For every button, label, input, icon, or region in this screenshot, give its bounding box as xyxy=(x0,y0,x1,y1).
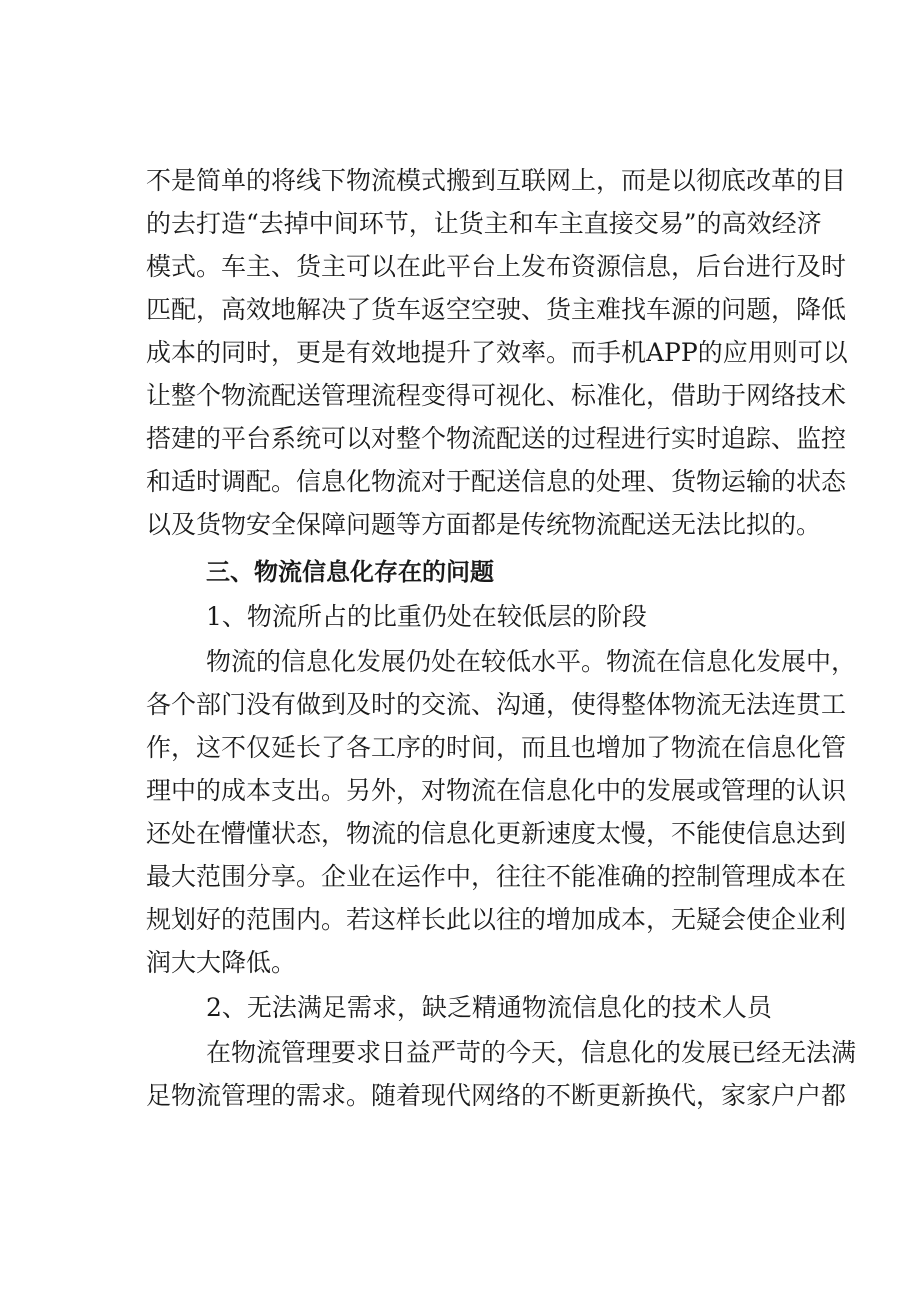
paragraph-1-line-5: 成本的同时，更是有效地提升了效率。而手机APP的应用则可以 xyxy=(146,338,848,367)
paragraph-2-line-7: 规划好的范围内。若这样长此以往的增加成本，无疑会使企业利 xyxy=(146,905,847,934)
paragraph-1-line-7: 搭建的平台系统可以对整个物流配送的过程进行实时追踪、监控 xyxy=(146,424,847,453)
paragraph-2-line-6: 最大范围分享。企业在运作中，往往不能准确的控制管理成本在 xyxy=(146,862,847,891)
paragraph-1-line-4: 匹配，高效地解决了货车返空空驶、货主难找车源的问题，降低 xyxy=(146,295,847,324)
paragraph-1-line-9: 以及货物安全保障问题等方面都是传统物流配送无法比拟的。 xyxy=(146,510,822,539)
paragraph-2-line-5: 还处在懵懂状态，物流的信息化更新速度太慢，不能使信息达到 xyxy=(146,819,847,848)
section-heading: 三、物流信息化存在的问题 xyxy=(206,558,494,586)
paragraph-2-line-8: 润大大降低。 xyxy=(146,948,297,977)
paragraph-1-line-2: 的去打造“去掉中间环节，让货主和车主直接交易”的高效经济 xyxy=(146,209,822,238)
paragraph-2-line-1: 物流的信息化发展仍处在较低水平。物流在信息化发展中， xyxy=(206,647,857,676)
paragraph-1-line-8: 和适时调配。信息化物流对于配送信息的处理、货物运输的状态 xyxy=(146,467,847,496)
paragraph-2-line-2: 各个部门没有做到及时的交流、沟通，使得整体物流无法连贯工 xyxy=(146,690,847,719)
paragraph-3-line-2: 足物流管理的需求。随着现代网络的不断更新换代，家家户户都 xyxy=(146,1081,847,1110)
paragraph-3-line-1: 在物流管理要求日益严苛的今天，信息化的发展已经无法满 xyxy=(206,1038,857,1067)
paragraph-2-line-4: 理中的成本支出。另外，对物流在信息化中的发展或管理的认识 xyxy=(146,776,847,805)
paragraph-2-line-3: 作，这不仅延长了各工序的时间，而且也增加了物流在信息化管 xyxy=(146,733,847,762)
paragraph-1-line-1: 不是简单的将线下物流模式搬到互联网上，而是以彻底改革的目 xyxy=(146,166,847,195)
paragraph-1-line-6: 让整个物流配送管理流程变得可视化、标准化，借助于网络技术 xyxy=(146,381,847,410)
paragraph-1-line-3: 模式。车主、货主可以在此平台上发布资源信息，后台进行及时 xyxy=(146,252,847,281)
subheading-1: 1、物流所占的比重仍处在较低层的阶段 xyxy=(206,602,647,631)
subheading-2: 2、无法满足需求，缺乏精通物流信息化的技术人员 xyxy=(206,993,772,1022)
